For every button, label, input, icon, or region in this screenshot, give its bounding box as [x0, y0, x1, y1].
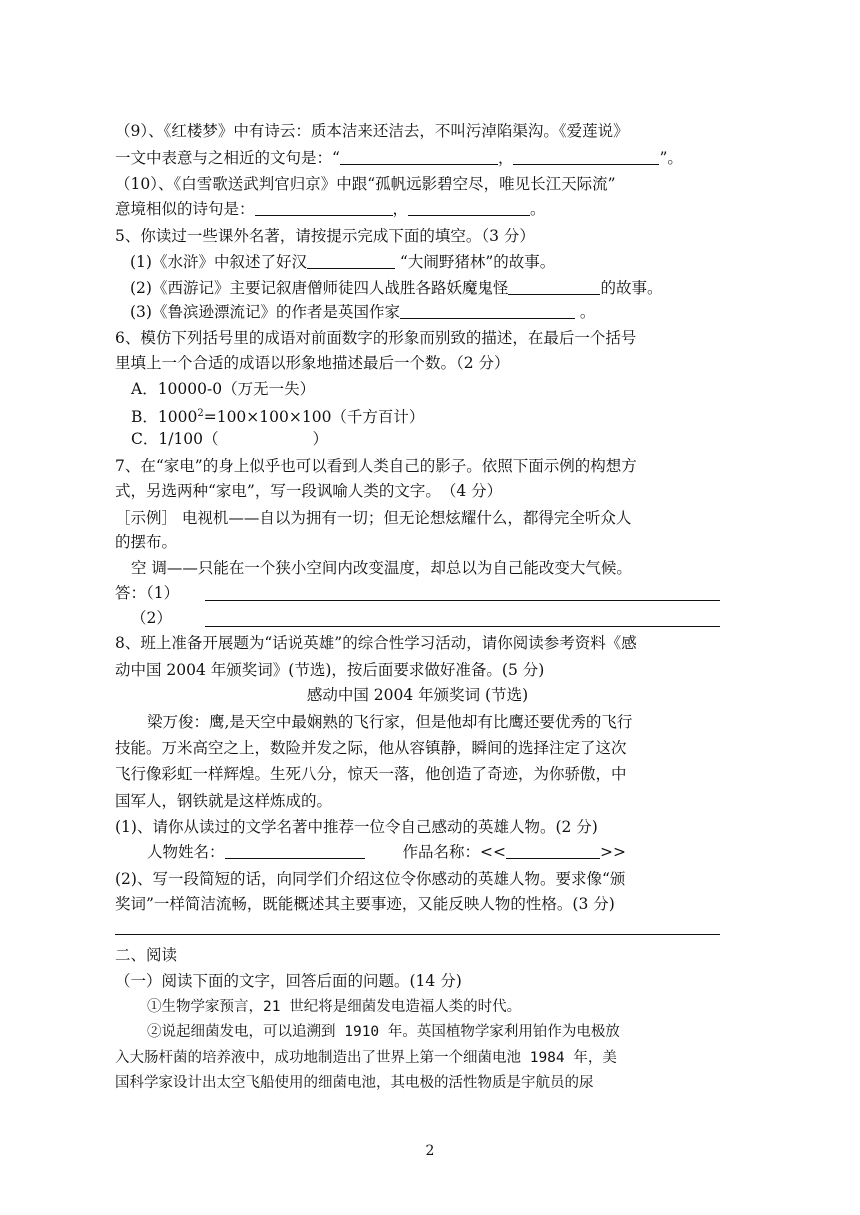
q9-line-2-text: 一文中表意与之相近的文句是：“ — [115, 149, 340, 167]
q7-example-3: 空 调——只能在一个狭小空间内改变温度，却总以为自己能改变大气候。 — [131, 559, 632, 577]
q7-line-1: 7、在“家电”的身上似乎也可以看到人类自己的影子。依照下面示例的构想方 — [115, 457, 637, 475]
q9-line-2 — [115, 147, 683, 169]
q8-line-1: 8、班上准备开展题为“话说英雄”的综合性学习活动，请你阅读参考资料《感 — [115, 634, 637, 652]
q6-option-c — [131, 428, 328, 450]
hero-name-field[interactable] — [225, 842, 365, 859]
q6-line-1: 6、模仿下列括号里的成语对前面数字的形象而别致的描述，在最后一个括号 — [115, 329, 637, 347]
q8-para-1: 梁万俊：鹰,是天空中最娴熟的飞行家，但是他却有比鹰还要优秀的飞行 — [147, 713, 633, 731]
q5-item-3-end: 。 — [579, 303, 596, 321]
q5-blank-3[interactable] — [400, 302, 575, 319]
q5-item-3 — [130, 301, 595, 323]
reading-para-2-line-2: 入大肠杆菌的培养液中，成功地制造出了世界上第一个细菌电池 1984 年，美 — [115, 1050, 617, 1066]
q7-answer-1-label: 答：（1） — [115, 584, 180, 602]
q5-blank-1[interactable] — [307, 252, 395, 269]
q5-item-1-text: (1)《水浒》中叙述了好汉 — [130, 253, 307, 271]
q7-example-2: 的摆布。 — [115, 533, 178, 551]
q6-option-b — [131, 403, 424, 428]
q7-answer-1-line[interactable] — [205, 600, 720, 601]
reading-para-2-line-1: ②说起细菌发电，可以追溯到 1910 年。英国植物学家利用铂作为电极放 — [147, 1024, 620, 1040]
q10-line-2 — [115, 198, 546, 220]
reading-part-1-instruction: （一）阅读下面的文字，回答后面的问题。(14 分) — [115, 972, 462, 990]
q5-item-2-text: (2)《西游记》主要记叙唐僧师徒四人战胜各路妖魔鬼怪 — [130, 279, 509, 297]
q8-para-4: 国军人，钢铁就是这样炼成的。 — [115, 792, 333, 810]
q8-sub-2-line-2: 奖词”一样简洁流畅，既能概述其主要事迹，又能反映人物的性格。(3 分) — [115, 895, 615, 913]
q7-example-1: ［示例］ 电视机——自以为拥有一切；但无论想炫耀什么，都得完全听众人 — [115, 509, 632, 527]
q10-line-2-text: 意境相似的诗句是： — [115, 200, 255, 218]
q8-para-3: 飞行像彩虹一样辉煌。生死八分，惊天一落，他创造了奇迹，为你骄傲，中 — [115, 765, 627, 783]
q8-line-2: 动中国 2004 年颁奖词》(节选)，按后面要求做好准备。(5 分) — [115, 661, 545, 679]
section-reading-title: 二、阅读 — [115, 946, 178, 964]
q10-line-1: （10）、《白雪歌送武判官归京》中跟“孤帆远影碧空尽，唯见长江天际流” — [115, 175, 616, 193]
q5-item-1 — [130, 251, 555, 273]
q10-blank-2[interactable] — [408, 199, 530, 216]
reading-para-1: ①生物学家预言，21 世纪将是细菌发电造福人类的时代。 — [147, 999, 522, 1015]
q7-answer-2-line[interactable] — [205, 626, 720, 627]
q10-blank-1[interactable] — [255, 199, 393, 216]
answer-line[interactable] — [115, 934, 720, 935]
reading-para-2-line-3: 国科学家设计出太空飞船使用的细菌电池，其电极的活性物质是宇航员的尿 — [115, 1075, 594, 1091]
q6-b-base: B．1000 — [131, 408, 198, 427]
hero-name-label: 人物姓名： — [147, 843, 225, 861]
q6-b-rest: =100×100×100（千方百计） — [203, 408, 425, 427]
q5-item-2-end: 的故事。 — [600, 279, 663, 297]
q10-comma: ， — [392, 200, 409, 218]
page-number: 2 — [425, 1143, 435, 1159]
q9-end: ”。 — [659, 149, 683, 167]
q5-blank-2[interactable] — [508, 278, 600, 295]
q10-end: 。 — [530, 200, 546, 218]
q8-sub-2-line-1: (2)、写一段简短的话，向同学们介绍这位令你感动的英雄人物。要求像“颁 — [115, 870, 626, 888]
q7-line-2: 式，另选两种“家电”，写一段讽喻人类的文字。 （4 分） — [115, 482, 503, 500]
q7-answer-2-label: （2） — [131, 609, 172, 627]
q5-item-2 — [130, 277, 662, 299]
work-title-field[interactable] — [506, 842, 600, 859]
q8-sub-1: (1)、请你从读过的文学名著中推荐一位令自己感动的英雄人物。(2 分) — [115, 818, 598, 836]
q9-blank-2[interactable] — [513, 148, 659, 165]
q5-title: 5、你读过一些课外名著，请按提示完成下面的填空。（3 分） — [115, 227, 535, 245]
q9-line-1: （9）、《红楼梦》中有诗云：质本洁来还洁去，不叫污淖陷渠沟。《爱莲说》 — [115, 122, 629, 140]
q9-comma: ， — [497, 149, 514, 167]
q5-item-3-text: (3)《鲁滨逊漂流记》的作者是英国作家 — [130, 303, 400, 321]
work-title-label: 作品名称：<< — [402, 843, 506, 861]
q9-blank-1[interactable] — [340, 148, 498, 165]
q8-heading: 感动中国 2004 年颁奖词 (节选) — [306, 686, 529, 704]
q8-fill-row — [147, 841, 626, 863]
work-title-end: >> — [600, 843, 626, 861]
q6-c-close: ） — [312, 430, 329, 448]
q5-item-1-end: “大闹野猪林”的故事。 — [399, 253, 556, 271]
q6-line-2: 里填上一个合适的成语以形象地描述最后一个数。（2 分） — [115, 354, 510, 372]
q6-b-exponent: 2 — [197, 408, 204, 419]
q8-para-2: 技能。万米高空之上，数险并发之际，他从容镇静，瞬间的选择注定了这次 — [115, 739, 627, 757]
q6-c-text: C．1/100（ — [131, 430, 219, 448]
q6-option-a: A．10000-0（万无一失） — [131, 380, 316, 398]
